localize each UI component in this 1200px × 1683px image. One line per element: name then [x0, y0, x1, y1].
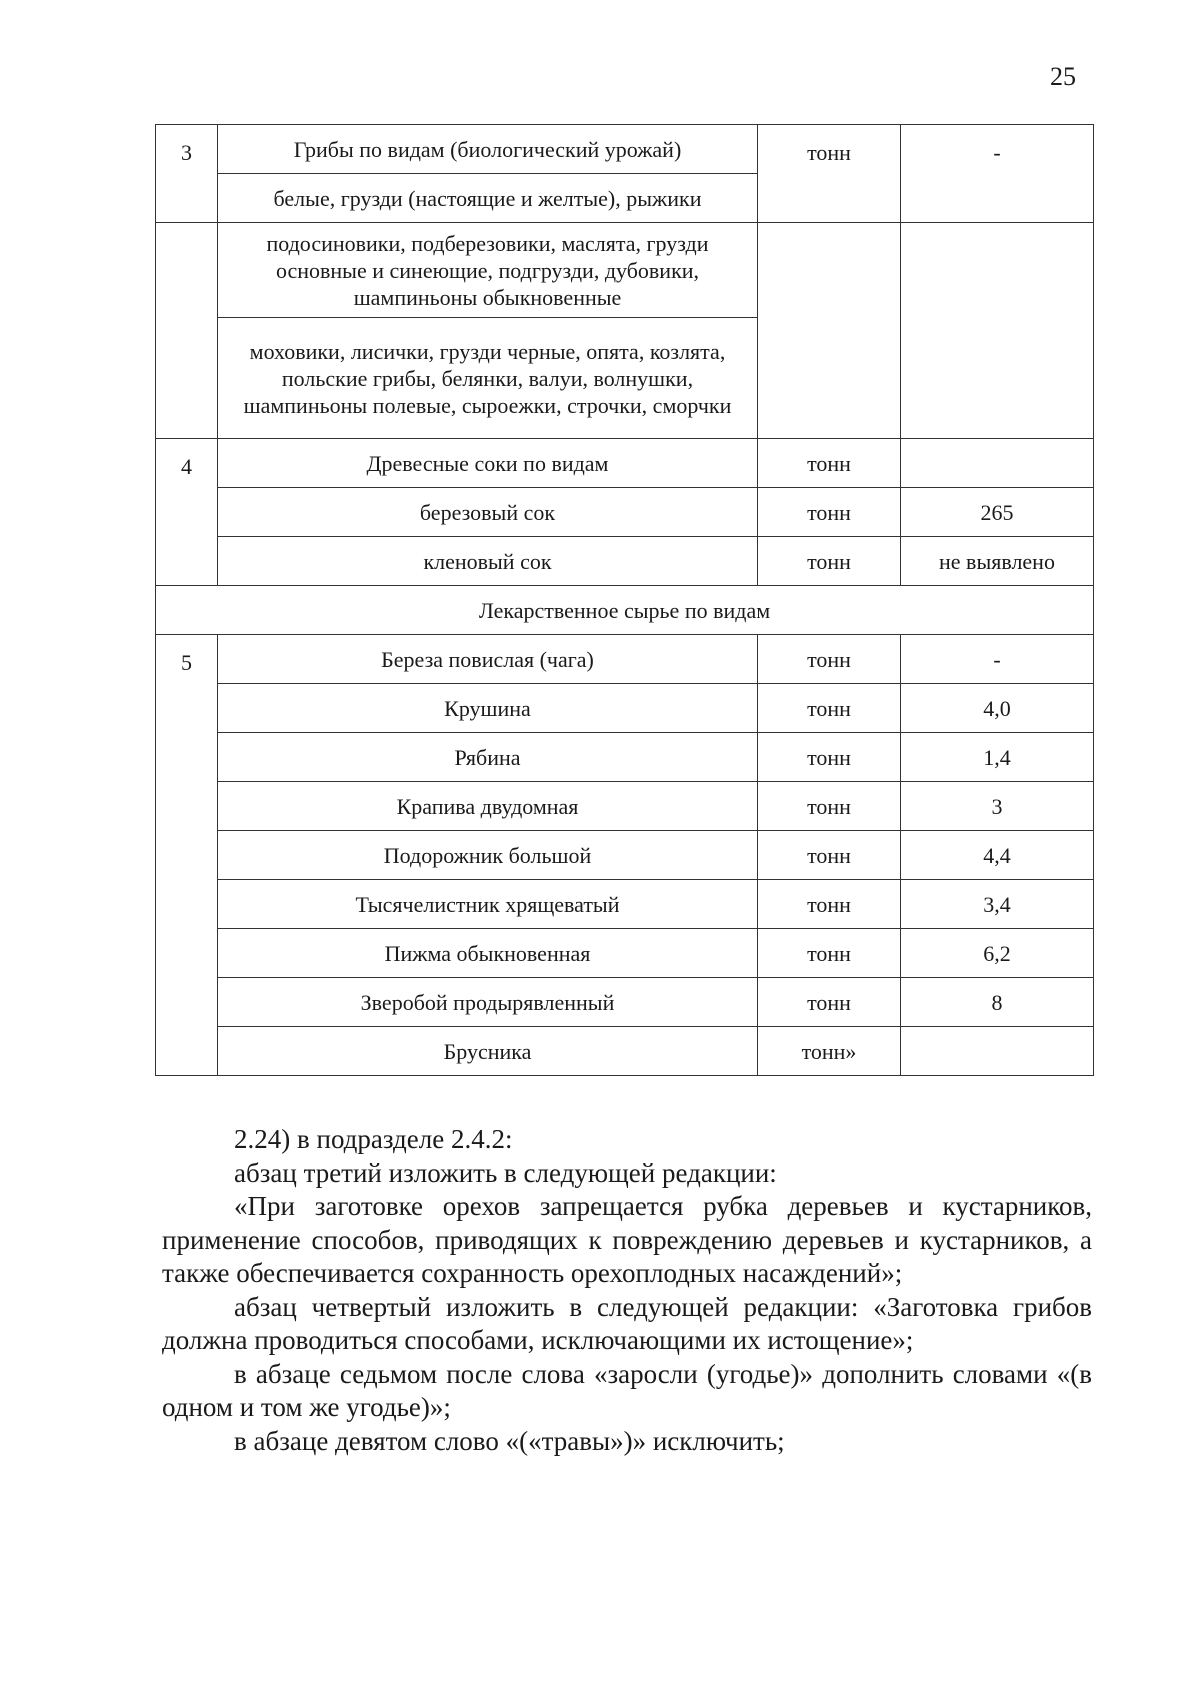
item-name: подосиновики, подберезовики, маслята, грузди основные и синеющие, подгрузди, дубовики, шампиньоны обыкновенные — [218, 223, 758, 318]
item-value: 1,4 — [901, 733, 1094, 782]
item-name: Рябина — [218, 733, 758, 782]
item-name: кленовый сок — [218, 537, 758, 586]
item-unit: тонн — [758, 439, 901, 488]
item-value: 265 — [901, 488, 1094, 537]
item-value: 4,4 — [901, 831, 1094, 880]
table-row — [156, 1027, 1094, 1076]
table-row — [156, 978, 1094, 1027]
item-value — [901, 1027, 1094, 1076]
item-unit: тонн — [758, 635, 901, 684]
paragraph: «При заготовке орехов запрещается рубка деревьев и кустарников, применение способов, приводящих к повреждению деревьев и кустарников, а также обеспечивается сохранность орехоплодных насаждений»; — [162, 1191, 1092, 1288]
item-unit: тонн — [758, 537, 901, 586]
table-row — [156, 733, 1094, 782]
item-name: Крушина — [218, 684, 758, 733]
table-row — [156, 223, 1094, 318]
item-value: 8 — [901, 978, 1094, 1027]
table-row — [156, 880, 1094, 929]
item-unit: тонн — [758, 880, 901, 929]
item-value-empty — [901, 223, 1094, 439]
item-unit: тонн — [758, 929, 901, 978]
item-name: белые, грузди (настоящие и желтые), рыжики — [218, 174, 758, 223]
item-unit: тонн — [758, 733, 901, 782]
section-header: Лекарственное сырье по видам — [156, 586, 1094, 635]
paragraph: в абзаце седьмом после слова «заросли (угодье)» дополнить словами «(в одном и том же угодье)»; — [162, 1358, 1092, 1422]
item-unit-empty — [758, 223, 901, 439]
table-row — [156, 684, 1094, 733]
table-row — [156, 125, 1094, 174]
item-value: - — [901, 125, 1094, 223]
item-name: Брусника — [218, 1027, 758, 1076]
table-row — [156, 831, 1094, 880]
row-number: 4 — [156, 439, 218, 586]
item-name: Пижма обыкновенная — [218, 929, 758, 978]
table-row — [156, 537, 1094, 586]
item-name: Древесные соки по видам — [218, 439, 758, 488]
item-unit: тонн» — [758, 1027, 901, 1076]
row-number-empty — [156, 223, 218, 439]
item-value: не выявлено — [901, 537, 1094, 586]
item-name: березовый сок — [218, 488, 758, 537]
item-value — [901, 439, 1094, 488]
item-value: 4,0 — [901, 684, 1094, 733]
item-unit: тонн — [758, 782, 901, 831]
item-value: 3 — [901, 782, 1094, 831]
table-row — [156, 439, 1094, 488]
row-number: 3 — [156, 125, 218, 223]
amendment-text — [162, 1123, 1092, 1458]
row-number: 5 — [156, 635, 218, 1076]
item-name: Крапива двудомная — [218, 782, 758, 831]
section-header-row — [156, 586, 1094, 635]
item-unit: тонн — [758, 684, 901, 733]
paragraph: абзац третий изложить в следующей редакции: — [234, 1157, 777, 1188]
item-name: Тысячелистник хрящеватый — [218, 880, 758, 929]
item-unit: тонн — [758, 978, 901, 1027]
item-unit: тонн — [758, 831, 901, 880]
item-unit: тонн — [758, 488, 901, 537]
item-name: Подорожник большой — [218, 831, 758, 880]
paragraph: в абзаце девятом слово «(«травы»)» исключить; — [234, 1425, 785, 1456]
table-row — [156, 635, 1094, 684]
paragraph: 2.24) в подразделе 2.4.2: — [234, 1124, 513, 1154]
table-row — [156, 929, 1094, 978]
table-row — [156, 782, 1094, 831]
item-name: Береза повислая (чага) — [218, 635, 758, 684]
item-name: Зверобой продырявленный — [218, 978, 758, 1027]
item-value: 3,4 — [901, 880, 1094, 929]
item-value: 6,2 — [901, 929, 1094, 978]
table-row — [156, 488, 1094, 537]
item-unit: тонн — [758, 125, 901, 223]
page-number: 25 — [1050, 62, 1076, 91]
item-name: Грибы по видам (биологический урожай) — [218, 125, 758, 174]
item-name: моховики, лисички, грузди черные, опята, козлята, польские грибы, белянки, валуи, волнушки, шампиньоны полевые, сыроежки, строчки, сморчки — [218, 318, 758, 439]
item-value: - — [901, 635, 1094, 684]
resources-table — [155, 124, 1094, 1076]
paragraph: абзац четвертый изложить в следующей редакции: «Заготовка грибов должна проводиться способами, исключающими их истощение»; — [162, 1291, 1092, 1355]
